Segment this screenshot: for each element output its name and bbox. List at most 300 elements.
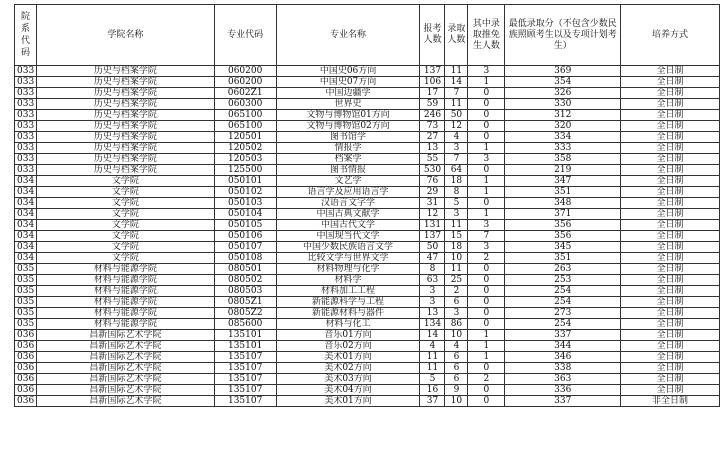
cell-applicants: 5 <box>420 374 445 385</box>
cell-mode: 全日制 <box>621 209 720 220</box>
cell-applicants: 31 <box>420 198 445 209</box>
cell-mode: 全日制 <box>621 253 720 264</box>
cell-major-code: 080503 <box>214 286 276 297</box>
cell-mode: 全日制 <box>621 154 720 165</box>
header-admitted: 录取人数 <box>445 5 468 66</box>
cell-exempted: 3 <box>468 220 505 231</box>
cell-college-name: 历史与档案学院 <box>36 88 214 99</box>
table-row <box>15 88 720 99</box>
cell-min-score: 348 <box>505 198 621 209</box>
cell-exempted: 0 <box>468 297 505 308</box>
cell-major-code: 135107 <box>214 396 276 407</box>
table-row <box>15 165 720 176</box>
cell-college-name: 历史与档案学院 <box>36 77 214 88</box>
cell-admitted: 14 <box>445 77 468 88</box>
cell-major-code: 120501 <box>214 132 276 143</box>
cell-major-name: 音乐02方向 <box>276 341 420 352</box>
cell-college-code: 035 <box>15 308 37 319</box>
cell-exempted: 1 <box>468 77 505 88</box>
cell-applicants: 47 <box>420 253 445 264</box>
cell-min-score: 336 <box>505 385 621 396</box>
cell-min-score: 371 <box>505 209 621 220</box>
cell-college-code: 034 <box>15 220 37 231</box>
table-row <box>15 176 720 187</box>
cell-college-name: 历史与档案学院 <box>36 154 214 165</box>
cell-applicants: 137 <box>420 231 445 242</box>
cell-major-code: 135107 <box>214 374 276 385</box>
cell-mode: 全日制 <box>621 121 720 132</box>
cell-major-code: 0602Z1 <box>214 88 276 99</box>
cell-exempted: 0 <box>468 308 505 319</box>
cell-admitted: 5 <box>445 198 468 209</box>
cell-mode: 全日制 <box>621 242 720 253</box>
cell-college-code: 035 <box>15 297 37 308</box>
cell-college-name: 历史与档案学院 <box>36 132 214 143</box>
cell-mode: 全日制 <box>621 286 720 297</box>
cell-min-score: 363 <box>505 374 621 385</box>
table-row <box>15 220 720 231</box>
cell-exempted: 1 <box>468 330 505 341</box>
cell-mode: 全日制 <box>621 363 720 374</box>
cell-major-name: 文物与博物馆02方向 <box>276 121 420 132</box>
cell-min-score: 333 <box>505 143 621 154</box>
cell-major-name: 中国少数民族语言文学 <box>276 242 420 253</box>
table-row <box>15 308 720 319</box>
cell-mode: 全日制 <box>621 198 720 209</box>
cell-college-name: 文学院 <box>36 220 214 231</box>
cell-min-score: 334 <box>505 132 621 143</box>
cell-admitted: 2 <box>445 286 468 297</box>
table-row <box>15 110 720 121</box>
table-row <box>15 297 720 308</box>
table-row <box>15 132 720 143</box>
cell-college-code: 036 <box>15 341 37 352</box>
cell-exempted: 1 <box>468 187 505 198</box>
cell-applicants: 16 <box>420 385 445 396</box>
cell-min-score: 369 <box>505 66 621 77</box>
cell-major-name: 材料学 <box>276 275 420 286</box>
cell-applicants: 137 <box>420 66 445 77</box>
cell-min-score: 356 <box>505 231 621 242</box>
cell-major-code: 060300 <box>214 99 276 110</box>
cell-college-name: 昌新国际艺术学院 <box>36 396 214 407</box>
table-row <box>15 385 720 396</box>
cell-admitted: 4 <box>445 341 468 352</box>
cell-major-name: 情报学 <box>276 143 420 154</box>
header-major-name: 专业名称 <box>276 5 420 66</box>
cell-major-name: 中国现当代文学 <box>276 231 420 242</box>
cell-min-score: 254 <box>505 286 621 297</box>
cell-major-name: 图书情报 <box>276 165 420 176</box>
cell-min-score: 330 <box>505 99 621 110</box>
cell-major-name: 美术03方向 <box>276 374 420 385</box>
cell-major-code: 120503 <box>214 154 276 165</box>
cell-mode: 全日制 <box>621 220 720 231</box>
cell-admitted: 11 <box>445 264 468 275</box>
cell-mode: 全日制 <box>621 132 720 143</box>
cell-major-code: 050108 <box>214 253 276 264</box>
table-body <box>15 66 720 407</box>
cell-college-code: 036 <box>15 363 37 374</box>
cell-college-name: 材料与能源学院 <box>36 275 214 286</box>
cell-admitted: 7 <box>445 88 468 99</box>
cell-college-name: 文学院 <box>36 176 214 187</box>
cell-exempted: 2 <box>468 374 505 385</box>
cell-major-name: 美术02方向 <box>276 363 420 374</box>
cell-admitted: 6 <box>445 297 468 308</box>
cell-admitted: 6 <box>445 352 468 363</box>
table-row <box>15 143 720 154</box>
cell-college-code: 033 <box>15 132 37 143</box>
cell-major-code: 050104 <box>214 209 276 220</box>
cell-college-name: 文学院 <box>36 187 214 198</box>
cell-mode: 全日制 <box>621 341 720 352</box>
cell-min-score: 354 <box>505 77 621 88</box>
cell-college-name: 文学院 <box>36 253 214 264</box>
cell-college-code: 033 <box>15 99 37 110</box>
cell-applicants: 50 <box>420 242 445 253</box>
cell-exempted: 0 <box>468 198 505 209</box>
cell-college-code: 033 <box>15 66 37 77</box>
cell-admitted: 7 <box>445 154 468 165</box>
table-row <box>15 77 720 88</box>
table-row <box>15 286 720 297</box>
cell-admitted: 4 <box>445 132 468 143</box>
cell-major-name: 比较文学与世界文学 <box>276 253 420 264</box>
cell-exempted: 1 <box>468 143 505 154</box>
cell-college-code: 035 <box>15 264 37 275</box>
cell-college-code: 034 <box>15 187 37 198</box>
cell-major-name: 材料物理与化学 <box>276 264 420 275</box>
cell-major-code: 0805Z1 <box>214 297 276 308</box>
cell-min-score: 337 <box>505 396 621 407</box>
cell-applicants: 4 <box>420 341 445 352</box>
cell-major-code: 050101 <box>214 176 276 187</box>
cell-applicants: 55 <box>420 154 445 165</box>
cell-major-code: 135101 <box>214 330 276 341</box>
cell-major-code: 050107 <box>214 242 276 253</box>
cell-exempted: 1 <box>468 209 505 220</box>
cell-major-name: 音乐01方向 <box>276 330 420 341</box>
cell-major-code: 120502 <box>214 143 276 154</box>
cell-college-code: 033 <box>15 77 37 88</box>
cell-min-score: 358 <box>505 154 621 165</box>
cell-major-name: 文物与博物馆01方向 <box>276 110 420 121</box>
table-row <box>15 341 720 352</box>
cell-college-code: 033 <box>15 121 37 132</box>
cell-exempted: 0 <box>468 319 505 330</box>
cell-mode: 全日制 <box>621 385 720 396</box>
table-row <box>15 154 720 165</box>
cell-college-code: 033 <box>15 110 37 121</box>
table-row <box>15 231 720 242</box>
cell-college-name: 材料与能源学院 <box>36 319 214 330</box>
cell-applicants: 63 <box>420 275 445 286</box>
header-college-name: 学院名称 <box>36 5 214 66</box>
cell-applicants: 530 <box>420 165 445 176</box>
cell-college-code: 034 <box>15 209 37 220</box>
cell-mode: 全日制 <box>621 374 720 385</box>
cell-admitted: 64 <box>445 165 468 176</box>
cell-major-code: 125500 <box>214 165 276 176</box>
cell-college-code: 033 <box>15 154 37 165</box>
cell-mode: 全日制 <box>621 110 720 121</box>
cell-exempted: 1 <box>468 341 505 352</box>
cell-exempted: 3 <box>468 66 505 77</box>
cell-min-score: 346 <box>505 352 621 363</box>
cell-applicants: 3 <box>420 286 445 297</box>
cell-applicants: 73 <box>420 121 445 132</box>
cell-college-name: 文学院 <box>36 198 214 209</box>
header-mode: 培养方式 <box>621 5 720 66</box>
cell-college-code: 035 <box>15 275 37 286</box>
cell-major-name: 汉语言文字学 <box>276 198 420 209</box>
table-row <box>15 253 720 264</box>
cell-major-name: 材料与化工 <box>276 319 420 330</box>
cell-major-code: 080501 <box>214 264 276 275</box>
cell-major-code: 065100 <box>214 121 276 132</box>
cell-exempted: 0 <box>468 121 505 132</box>
cell-college-name: 昌新国际艺术学院 <box>36 363 214 374</box>
cell-admitted: 10 <box>445 396 468 407</box>
cell-min-score: 312 <box>505 110 621 121</box>
cell-college-code: 036 <box>15 396 37 407</box>
cell-admitted: 86 <box>445 319 468 330</box>
cell-major-name: 中国边疆学 <box>276 88 420 99</box>
cell-admitted: 12 <box>445 121 468 132</box>
cell-admitted: 11 <box>445 99 468 110</box>
cell-college-name: 历史与档案学院 <box>36 121 214 132</box>
cell-exempted: 0 <box>468 275 505 286</box>
cell-major-code: 085600 <box>214 319 276 330</box>
cell-major-name: 中国古代文学 <box>276 220 420 231</box>
table-row <box>15 99 720 110</box>
cell-college-name: 材料与能源学院 <box>36 264 214 275</box>
cell-admitted: 18 <box>445 176 468 187</box>
cell-mode: 全日制 <box>621 264 720 275</box>
table-row <box>15 363 720 374</box>
cell-applicants: 11 <box>420 363 445 374</box>
cell-min-score: 326 <box>505 88 621 99</box>
cell-major-name: 新能源材料与器件 <box>276 308 420 319</box>
cell-exempted: 0 <box>468 363 505 374</box>
cell-exempted: 1 <box>468 176 505 187</box>
cell-admitted: 15 <box>445 231 468 242</box>
cell-min-score: 351 <box>505 253 621 264</box>
cell-applicants: 37 <box>420 396 445 407</box>
cell-admitted: 18 <box>445 242 468 253</box>
cell-min-score: 356 <box>505 220 621 231</box>
cell-applicants: 13 <box>420 308 445 319</box>
cell-min-score: 351 <box>505 187 621 198</box>
cell-min-score: 253 <box>505 275 621 286</box>
table-row <box>15 330 720 341</box>
cell-college-name: 文学院 <box>36 231 214 242</box>
table-row <box>15 275 720 286</box>
cell-major-code: 0805Z2 <box>214 308 276 319</box>
cell-min-score: 254 <box>505 319 621 330</box>
cell-major-code: 050105 <box>214 220 276 231</box>
cell-exempted: 0 <box>468 99 505 110</box>
cell-min-score: 338 <box>505 363 621 374</box>
cell-applicants: 17 <box>420 88 445 99</box>
cell-admitted: 11 <box>445 66 468 77</box>
cell-college-name: 昌新国际艺术学院 <box>36 385 214 396</box>
cell-admitted: 11 <box>445 220 468 231</box>
cell-admitted: 8 <box>445 187 468 198</box>
table-row <box>15 319 720 330</box>
cell-major-name: 美术01方向 <box>276 352 420 363</box>
cell-min-score: 219 <box>505 165 621 176</box>
cell-major-code: 135107 <box>214 352 276 363</box>
cell-mode: 全日制 <box>621 330 720 341</box>
cell-applicants: 106 <box>420 77 445 88</box>
table-row <box>15 121 720 132</box>
cell-min-score: 345 <box>505 242 621 253</box>
cell-major-code: 135107 <box>214 363 276 374</box>
cell-major-name: 中国古典文献学 <box>276 209 420 220</box>
cell-exempted: 7 <box>468 231 505 242</box>
cell-college-name: 历史与档案学院 <box>36 143 214 154</box>
header-college-code: 院系代码 <box>15 5 37 66</box>
cell-college-name: 昌新国际艺术学院 <box>36 341 214 352</box>
cell-college-name: 历史与档案学院 <box>36 165 214 176</box>
cell-college-code: 034 <box>15 231 37 242</box>
cell-applicants: 12 <box>420 209 445 220</box>
cell-admitted: 25 <box>445 275 468 286</box>
header-exempted: 其中录取推免生人数 <box>468 5 505 66</box>
cell-admitted: 3 <box>445 143 468 154</box>
cell-major-name: 材料加工工程 <box>276 286 420 297</box>
header-min-score: 最低录取分（不包含少数民族照顾考生以及专项计划考生） <box>505 5 621 66</box>
cell-major-name: 世界史 <box>276 99 420 110</box>
cell-major-name: 新能源科学与工程 <box>276 297 420 308</box>
cell-college-code: 035 <box>15 286 37 297</box>
cell-major-code: 060200 <box>214 77 276 88</box>
cell-college-name: 文学院 <box>36 242 214 253</box>
cell-min-score: 254 <box>505 297 621 308</box>
cell-major-code: 050103 <box>214 198 276 209</box>
cell-mode: 全日制 <box>621 231 720 242</box>
cell-college-name: 历史与档案学院 <box>36 99 214 110</box>
table-row <box>15 198 720 209</box>
table-row <box>15 396 720 407</box>
header-applicants: 报考人数 <box>420 5 445 66</box>
cell-mode: 全日制 <box>621 319 720 330</box>
cell-applicants: 131 <box>420 220 445 231</box>
cell-mode: 全日制 <box>621 308 720 319</box>
cell-college-code: 036 <box>15 330 37 341</box>
cell-college-name: 材料与能源学院 <box>36 308 214 319</box>
cell-college-code: 034 <box>15 198 37 209</box>
table-row <box>15 187 720 198</box>
cell-mode: 全日制 <box>621 187 720 198</box>
cell-exempted: 2 <box>468 253 505 264</box>
cell-min-score: 337 <box>505 330 621 341</box>
cell-admitted: 10 <box>445 330 468 341</box>
cell-exempted: 0 <box>468 110 505 121</box>
cell-applicants: 29 <box>420 187 445 198</box>
table-row <box>15 242 720 253</box>
cell-admitted: 6 <box>445 363 468 374</box>
table-row <box>15 209 720 220</box>
cell-college-code: 036 <box>15 374 37 385</box>
cell-exempted: 1 <box>468 352 505 363</box>
cell-college-code: 034 <box>15 253 37 264</box>
cell-major-name: 图书馆学 <box>276 132 420 143</box>
cell-exempted: 0 <box>468 132 505 143</box>
admission-score-table <box>14 4 720 407</box>
cell-major-code: 065100 <box>214 110 276 121</box>
cell-admitted: 9 <box>445 385 468 396</box>
cell-min-score: 273 <box>505 308 621 319</box>
cell-major-name: 语言学及应用语言学 <box>276 187 420 198</box>
cell-mode: 非全日制 <box>621 396 720 407</box>
cell-major-code: 135101 <box>214 341 276 352</box>
cell-major-name: 中国史06方向 <box>276 66 420 77</box>
table-row <box>15 352 720 363</box>
cell-mode: 全日制 <box>621 165 720 176</box>
cell-college-name: 历史与档案学院 <box>36 66 214 77</box>
cell-major-name: 美术04方向 <box>276 385 420 396</box>
cell-applicants: 11 <box>420 352 445 363</box>
cell-mode: 全日制 <box>621 77 720 88</box>
cell-mode: 全日制 <box>621 99 720 110</box>
cell-exempted: 0 <box>468 385 505 396</box>
cell-major-code: 135107 <box>214 385 276 396</box>
cell-college-code: 033 <box>15 165 37 176</box>
table-row <box>15 374 720 385</box>
cell-college-code: 033 <box>15 143 37 154</box>
cell-applicants: 27 <box>420 132 445 143</box>
header-major-code: 专业代码 <box>214 5 276 66</box>
cell-applicants: 8 <box>420 264 445 275</box>
cell-major-name: 美术01方向 <box>276 396 420 407</box>
cell-mode: 全日制 <box>621 297 720 308</box>
cell-applicants: 3 <box>420 297 445 308</box>
cell-applicants: 14 <box>420 330 445 341</box>
cell-exempted: 0 <box>468 286 505 297</box>
cell-admitted: 3 <box>445 209 468 220</box>
cell-applicants: 13 <box>420 143 445 154</box>
cell-major-name: 档案学 <box>276 154 420 165</box>
cell-major-name: 中国史07方向 <box>276 77 420 88</box>
cell-exempted: 0 <box>468 396 505 407</box>
cell-mode: 全日制 <box>621 275 720 286</box>
cell-college-code: 036 <box>15 385 37 396</box>
cell-college-name: 历史与档案学院 <box>36 110 214 121</box>
table-header-row <box>15 5 720 66</box>
cell-exempted: 3 <box>468 154 505 165</box>
table-row <box>15 66 720 77</box>
cell-min-score: 344 <box>505 341 621 352</box>
cell-mode: 全日制 <box>621 66 720 77</box>
cell-admitted: 6 <box>445 374 468 385</box>
cell-college-code: 033 <box>15 88 37 99</box>
cell-college-name: 昌新国际艺术学院 <box>36 330 214 341</box>
cell-college-code: 036 <box>15 352 37 363</box>
cell-major-name: 文艺学 <box>276 176 420 187</box>
cell-mode: 全日制 <box>621 176 720 187</box>
cell-min-score: 320 <box>505 121 621 132</box>
cell-college-code: 034 <box>15 176 37 187</box>
cell-exempted: 3 <box>468 242 505 253</box>
cell-college-name: 文学院 <box>36 209 214 220</box>
cell-applicants: 246 <box>420 110 445 121</box>
cell-admitted: 50 <box>445 110 468 121</box>
cell-exempted: 0 <box>468 264 505 275</box>
cell-applicants: 134 <box>420 319 445 330</box>
